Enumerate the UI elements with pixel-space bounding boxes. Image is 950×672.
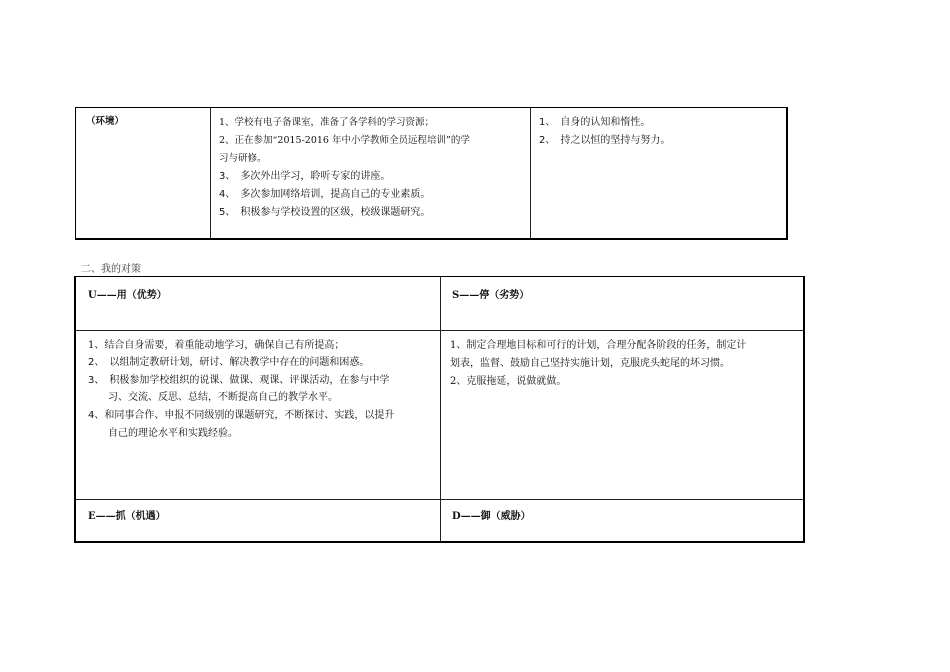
strength-line-2: 2、正在参加“2015-2016 年中小学教师全员远程培训”的学	[219, 135, 470, 146]
u-item-4: 4、和同事合作、申报不同级别的课题研究，不断探讨、实践，以提升	[88, 410, 395, 421]
environment-label: （环境）	[86, 116, 125, 127]
u-item-3b: 习、交流、反思、总结，不断提高自己的教学水平。	[88, 392, 338, 403]
section-heading: 二、我的对策	[81, 264, 141, 275]
d-heading: D——御（威胁）	[452, 511, 531, 522]
weakness-line-2: 2、 持之以恒的坚持与努力。	[539, 135, 671, 146]
u-heading: U——用（优势）	[88, 290, 167, 301]
u-item-4b: 自己的理论水平和实践经验。	[88, 428, 238, 439]
e-heading: E——抓（机遇）	[88, 511, 166, 522]
s-item-2: 2、克服拖延，说做就做。	[450, 376, 567, 387]
strength-line-1: 1、学校有电子备课室，准备了各学科的学习资源；	[219, 117, 435, 128]
weakness-line-1: 1、 自身的认知和惰性。	[539, 117, 651, 128]
table2-vline	[440, 277, 441, 541]
u-item-3: 3、 积极参加学校组织的说课、做课、观课、评课活动，在参与中学	[88, 375, 390, 386]
u-item-1: 1、结合自身需要，着重能动地学习，确保自己有所提高；	[88, 340, 345, 351]
strength-line-4: 3、 多次外出学习，聆听专家的讲座。	[219, 171, 391, 182]
strength-line-6: 5、 积极参与学校设置的区级，校级课题研究。	[219, 207, 431, 218]
table1-divider-2	[530, 108, 531, 238]
strength-line-5: 4、 多次参加网络培训，提高自己的专业素质。	[219, 189, 431, 200]
s-item-1: 1、制定合理地目标和可行的计划，合理分配各阶段的任务，制定计	[450, 340, 747, 351]
s-item-1b: 划表，监督、鼓励自己坚持实施计划，克服虎头蛇尾的坏习惯。	[450, 358, 730, 369]
s-heading: S——停（劣势）	[452, 290, 530, 301]
strategy-table	[74, 276, 805, 543]
strength-line-3: 习与研修。	[219, 153, 267, 164]
environment-table	[75, 107, 788, 240]
table1-divider-1	[210, 108, 211, 238]
u-item-2: 2、 以组制定教研计划，研讨、解决教学中存在的问题和困惑。	[88, 357, 370, 368]
